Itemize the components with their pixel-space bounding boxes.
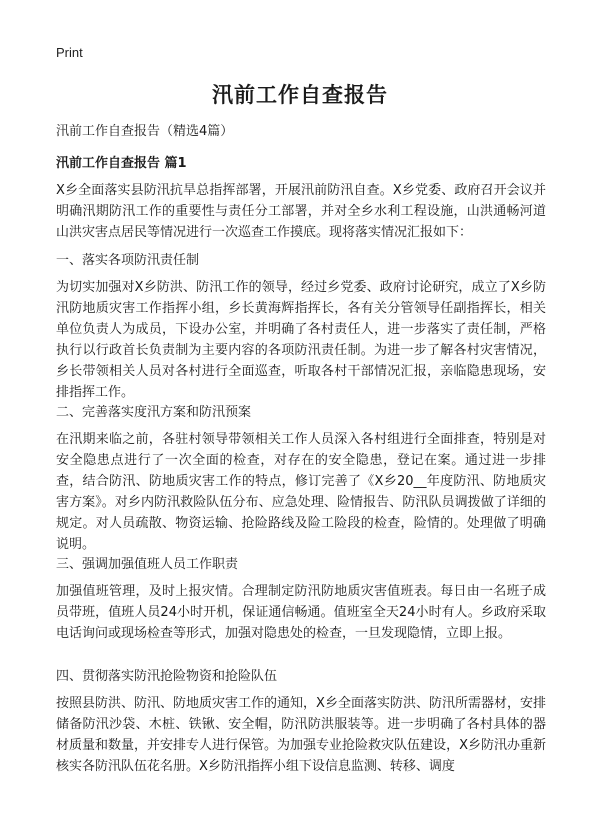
section-body-4: 按照县防洪、防汛、防地质灾害工作的通知，X乡全面落实防洪、防汛所需器材，安排储备防汛沙袋、木桩、铁锹、安全帽，防汛防洪服装等。进一步明确了各村具体的器材质量和数量，并安排专人进行保管。为加强专业抢险救灾队伍建设，X乡防汛办重新核实各防汛队伍花名册。X乡防汛指挥小组下设信息监测、转移、调度	[56, 696, 546, 774]
section-body-3: 加强值班管理，及时上报灾情。合理制定防汛防地质灾害值班表。每日由一名班子成员带班，值班人员24小时开机，保证通信畅通。值班室全天24小时有人。乡政府采取电话询问或现场检查等形式，加强对隐患处的检查，一旦发现隐情，立即上报。	[56, 584, 546, 641]
document-title: 汛前工作自查报告	[212, 83, 388, 107]
section-body-2: 在汛期来临之前，各驻村领导带领相关工作人员深入各村组进行全面排查，特别是对安全隐患点进行了一次全面的检查，对存在的安全隐患，登记在案。通过进一步排查，结合防汛、防地质灾害工作的特点，修订完善了《X乡20__年度防汛、防地质灾害方案》。对乡内防汛救险队伍分布、应急处理、险情报告、防汛队员调拨做了详细的规定。对人员疏散、物资运输、抢险路线及险工险段的检查，险情的。处理做了明确说明。	[56, 432, 546, 552]
print-link[interactable]: Print	[56, 45, 83, 60]
intro-paragraph: X乡全面落实县防汛抗旱总指挥部署，开展汛前防汛自查。X乡党委、政府召开会议并明确汛期防汛工作的重要性与责任分工部署，并对全乡水利工程设施，山洪通畅河道山洪灾害点居民等情况进行一次巡查工作摸底。现将落实情况汇报如下：	[56, 183, 546, 240]
section-heading-4: 四、贯彻落实防汛抢险物资和抢险队伍	[56, 669, 278, 684]
section-heading-1: 一、落实各项防汛责任制	[56, 253, 200, 268]
article-heading: 汛前工作自查报告 篇1	[56, 156, 187, 171]
section-heading-2: 二、完善落实度汛方案和防汛预案	[56, 405, 252, 420]
section-heading-3: 三、强调加强值班人员工作职责	[56, 557, 239, 572]
section-body-1: 为切实加强对X乡防洪、防汛工作的领导，经过乡党委、政府讨论研究，成立了X乡防汛防地质灾害工作指挥小组，乡长黄海辉指挥长，各有关分管领导任副指挥长，相关单位负责人为成员，下设办公室，并明确了各村责任人，进一步落实了责任制，严格执行以行政首长负责制为主要内容的各项防汛责任制。为进一步了解各村灾害情况，乡长带领相关人员对各村进行全面巡查，听取各村干部情况汇报，亲临隐患现场，安排指挥工作。	[56, 280, 546, 400]
document-subtitle: 汛前工作自查报告（精选4篇）	[56, 124, 234, 139]
